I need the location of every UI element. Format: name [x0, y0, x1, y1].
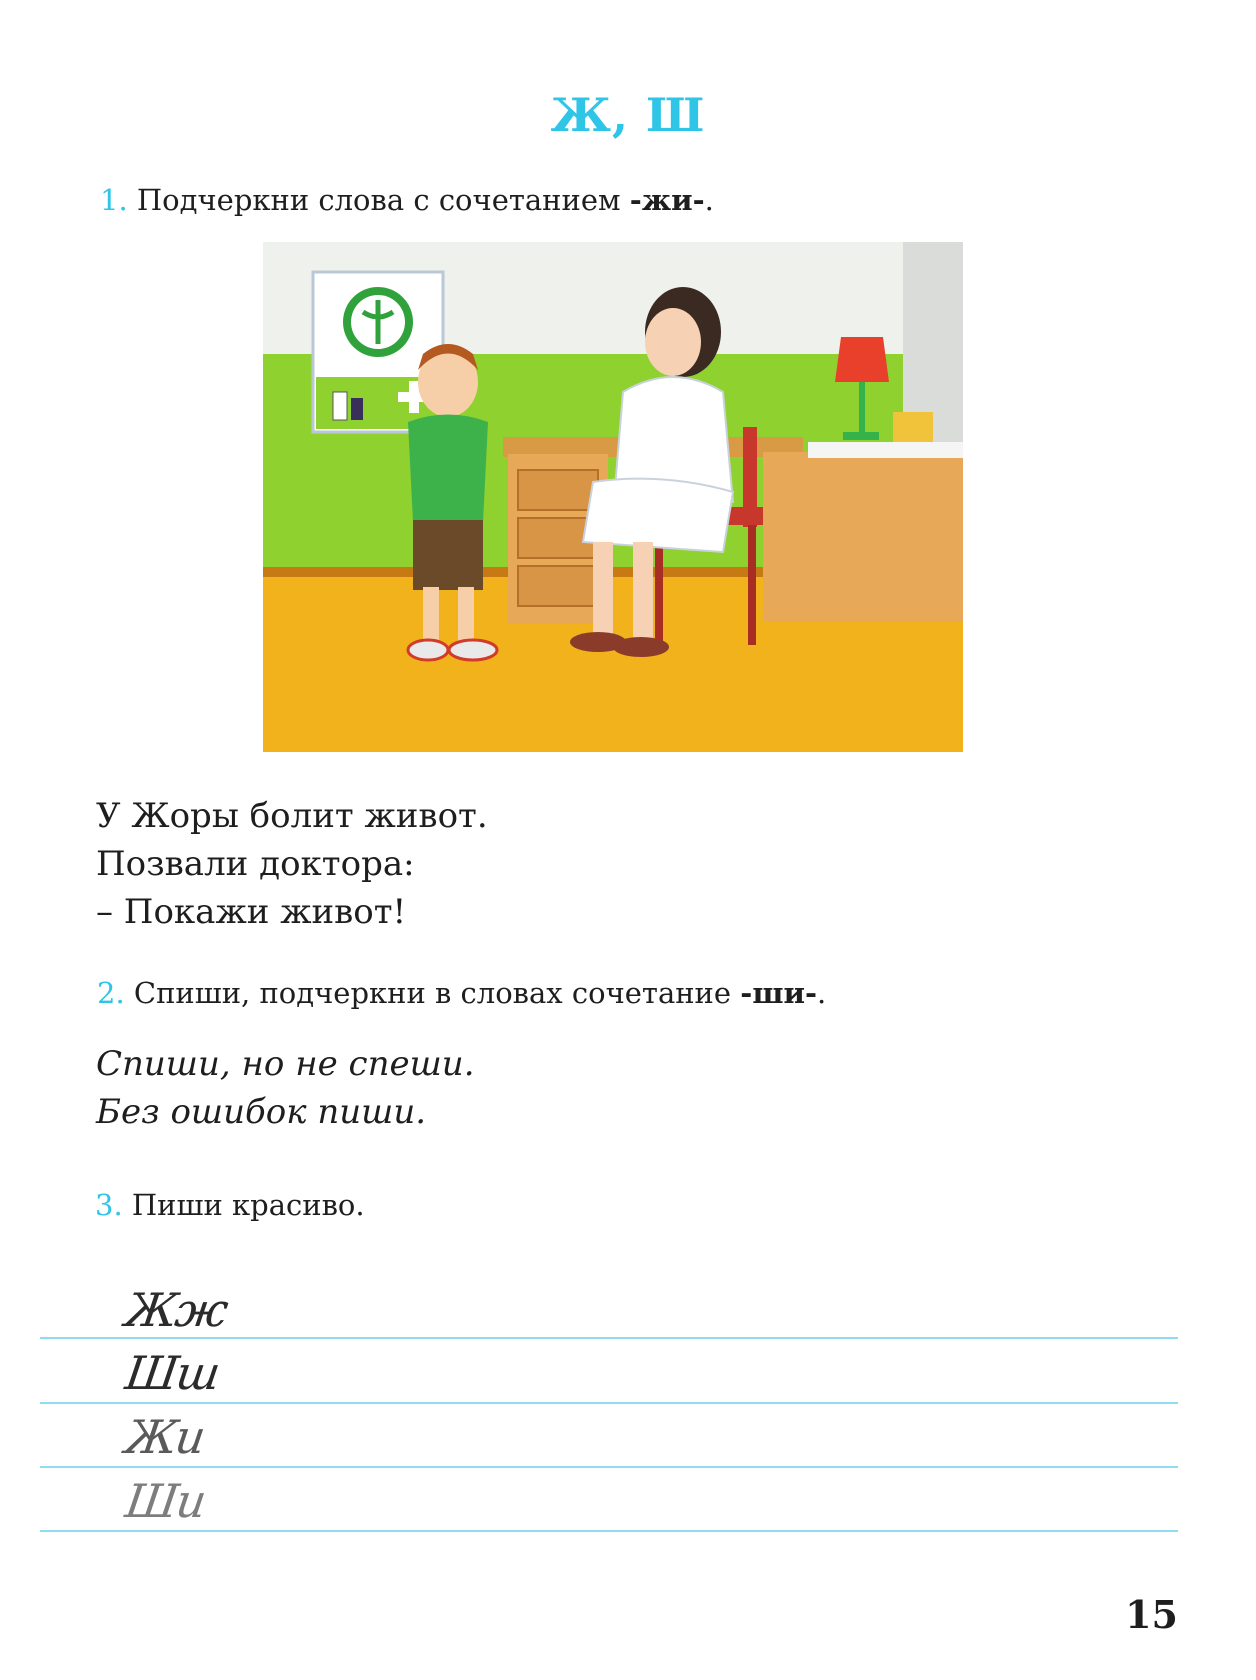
- page-number: 15: [1125, 1592, 1178, 1637]
- task-2-highlight: -ши-: [740, 976, 818, 1010]
- guide-line: [40, 1466, 1178, 1468]
- poem-1-line: У Жоры болит живот.: [96, 796, 488, 836]
- guide-line: [40, 1337, 1178, 1339]
- guide-line: [40, 1402, 1178, 1404]
- doctor-office-illustration: [263, 242, 963, 752]
- page-title: Ж, Ш: [550, 88, 706, 142]
- poem-2-line: Спиши, но не спеши.: [96, 1044, 475, 1084]
- task-1-number: 1.: [100, 183, 128, 217]
- cursive-sample: Ши: [122, 1474, 208, 1528]
- task-2-end: .: [817, 976, 827, 1010]
- task-3-number: 3.: [95, 1188, 123, 1222]
- task-2-instruction: [97, 975, 826, 1011]
- cursive-sample: Шш: [122, 1346, 222, 1400]
- task-2-number: 2.: [97, 976, 125, 1010]
- task-3-instruction: [95, 1187, 365, 1223]
- poem-1-line: Позвали доктора:: [96, 844, 415, 884]
- guide-line: [40, 1530, 1178, 1532]
- cursive-sample: Жж: [122, 1283, 230, 1337]
- task-2-text: Спиши, подчеркни в словах сочетание: [133, 976, 741, 1010]
- poem-2: [96, 1040, 475, 1136]
- task-3-text: Пиши красиво.: [131, 1188, 365, 1222]
- poem-1: [96, 792, 488, 936]
- task-1-text: Подчеркни слова с сочетанием: [136, 183, 630, 217]
- task-1-instruction: [100, 182, 714, 218]
- cursive-sample: Жи: [122, 1410, 208, 1464]
- task-1-highlight: -жи-: [629, 183, 705, 217]
- task-1-end: .: [704, 183, 714, 217]
- poem-1-line: – Покажи живот!: [96, 892, 407, 932]
- poem-2-line: Без ошибок пиши.: [96, 1092, 427, 1132]
